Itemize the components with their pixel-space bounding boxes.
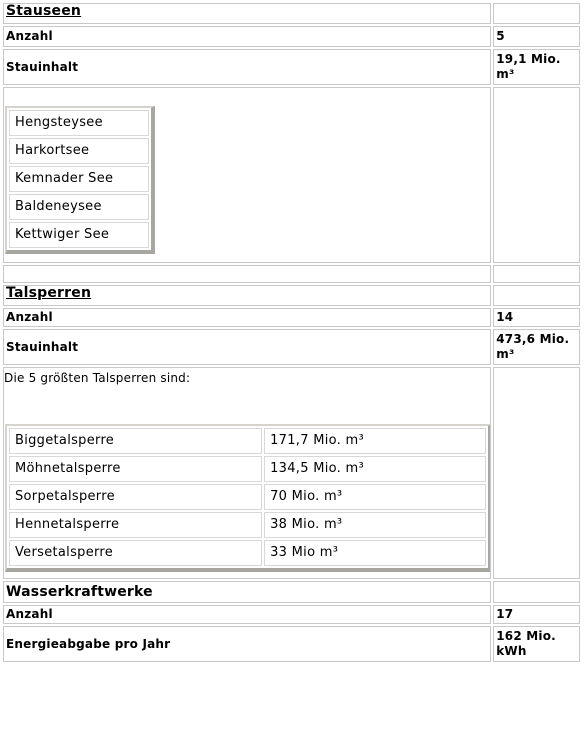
talsperren-count-value: 14 xyxy=(493,308,580,327)
dam-volume: 134,5 Mio. m³ xyxy=(264,456,486,482)
table-row xyxy=(9,428,486,454)
wasserkraftwerke-energy-label: Energieabgabe pro Jahr xyxy=(3,626,491,662)
lake-item: Hengsteysee xyxy=(9,110,149,136)
lake-item: Baldeneysee xyxy=(9,194,149,220)
spacer-cell xyxy=(3,265,491,283)
wasserkraftwerke-energy-value: 162 Mio. kWh xyxy=(493,626,580,662)
dam-name: Sorpetalsperre xyxy=(9,484,262,510)
section-title-wasserkraftwerke: Wasserkraftwerke xyxy=(3,581,491,603)
dam-volume: 38 Mio. m³ xyxy=(264,512,486,538)
stauseen-count-label: Anzahl xyxy=(3,26,491,47)
table-row xyxy=(9,456,486,482)
lake-item: Harkortsee xyxy=(9,138,149,164)
empty-cell xyxy=(493,285,580,306)
stauseen-content-label: Stauinhalt xyxy=(3,49,491,85)
table-row xyxy=(9,540,486,566)
table-row xyxy=(9,512,486,538)
statistics-table xyxy=(1,1,582,664)
dam-volume: 70 Mio. m³ xyxy=(264,484,486,510)
stauseen-lake-list-cell xyxy=(3,87,491,263)
dam-name: Versetalsperre xyxy=(9,540,262,566)
empty-cell xyxy=(493,3,580,24)
section-title-stauseen: Stauseen xyxy=(3,3,491,24)
stauseen-content-value: 19,1 Mio. m³ xyxy=(493,49,580,85)
lake-item: Kemnader See xyxy=(9,166,149,192)
dam-volume: 33 Mio m³ xyxy=(264,540,486,566)
talsperren-intro: Die 5 größten Talsperren sind: xyxy=(4,371,191,385)
section-title-talsperren: Talsperren xyxy=(3,285,491,306)
dam-volume: 171,7 Mio. m³ xyxy=(264,428,486,454)
stauseen-lake-list xyxy=(5,106,155,254)
dam-name: Biggetalsperre xyxy=(9,428,262,454)
empty-cell xyxy=(493,581,580,603)
stauseen-count-value: 5 xyxy=(493,26,580,47)
talsperren-content-label: Stauinhalt xyxy=(3,329,491,365)
dam-name: Möhnetalsperre xyxy=(9,456,262,482)
talsperren-dam-list-cell xyxy=(3,367,491,579)
talsperren-dam-table xyxy=(5,424,491,572)
lake-item: Kettwiger See xyxy=(9,222,149,248)
talsperren-count-label: Anzahl xyxy=(3,308,491,327)
empty-cell xyxy=(493,87,580,263)
empty-cell xyxy=(493,367,580,579)
wasserkraftwerke-count-label: Anzahl xyxy=(3,605,491,624)
talsperren-content-value: 473,6 Mio. m³ xyxy=(493,329,580,365)
wasserkraftwerke-count-value: 17 xyxy=(493,605,580,624)
table-row xyxy=(9,484,486,510)
spacer-cell xyxy=(493,265,580,283)
dam-name: Hennetalsperre xyxy=(9,512,262,538)
